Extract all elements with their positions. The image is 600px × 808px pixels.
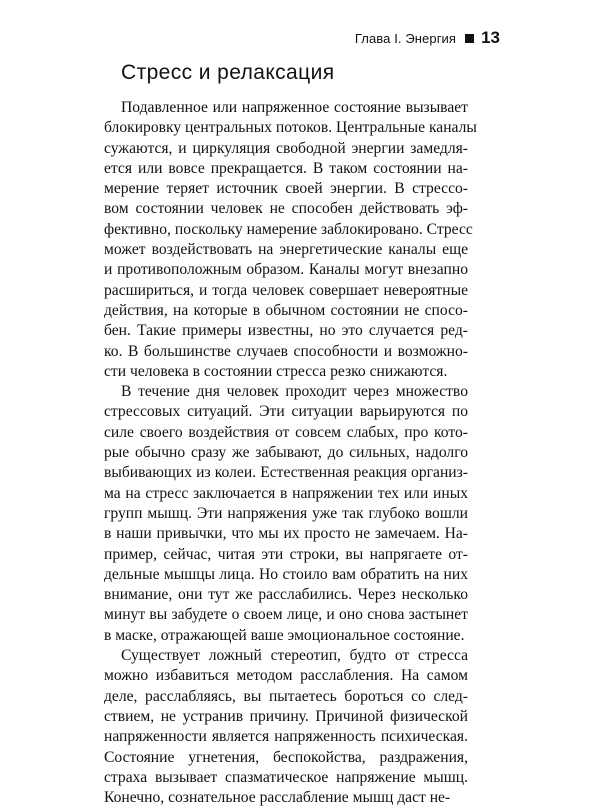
text-line: ко. В большинстве случаев способности и возможно- (104, 342, 468, 360)
text-line: напряженности является напряженность психическая. (104, 728, 468, 746)
text-line: и противоположным образом. Каналы могут внезапно (104, 261, 468, 279)
text-line: расшириться, и тогда человек совершает невероятные (104, 281, 468, 299)
paragraph (104, 382, 468, 646)
text-line: силе своего воздействия от совсем слабых, про кото- (104, 423, 468, 441)
section-title: Стресс и релаксация (121, 61, 335, 84)
text-line: В течение дня человек проходит через множество (121, 383, 468, 401)
text-line: стрессовых ситуаций. Эти ситуации варьируются по (104, 403, 468, 421)
page-number: 13 (481, 28, 500, 47)
text-line: сти человека в состоянии стресса резко снижаются. (104, 362, 448, 380)
text-line: Подавленное или напряженное состояние вызывает (121, 99, 468, 116)
text-line: внимание, они тут же расслабились. Через несколько (104, 586, 468, 604)
text-line: действия, на которые в обычном состоянии не спосо- (104, 301, 468, 319)
text-line: ствием, не устранив причину. Причиной физической (104, 707, 468, 725)
text-line: фективно, поскольку намерение заблокировано. Стресс (104, 220, 473, 238)
text-line: рые обычно сразу же забывают, до сильных, надолго (104, 444, 468, 462)
text-line: выбивающих из колеи. Естественная реакция организ- (104, 464, 468, 482)
text-line: в маске, отражающей ваше эмоциональное состояние. (104, 626, 465, 644)
text-line: ется или вовсе прекращается. В таком состоянии на- (104, 159, 468, 177)
square-icon (465, 34, 474, 43)
text-line: пример, сейчас, читая эти строки, вы напрягаете от- (104, 545, 468, 563)
text-line: Состояние угнетения, беспокойства, раздражения, (104, 748, 468, 766)
text-line: минут вы забудете о своем лице, и оно снова застынет (104, 606, 468, 624)
text-line: страха вызывает спазматическое напряжение мышц. (104, 768, 468, 786)
paragraph (104, 98, 477, 382)
text-line: сужаются, и циркуляция свободной энергии замедля- (104, 139, 468, 157)
text-line: Конечно, сознательное расслабление мышц даст не- (104, 789, 451, 807)
text-line: дельные мышцы лица. Но стоило вам обратить на них (104, 565, 468, 583)
text-line: мерение теряет источник своей энергии. В стрессо- (104, 180, 468, 198)
running-header (355, 28, 500, 48)
text-line: вом состоянии человек не способен действовать эф- (104, 200, 468, 218)
text-line: ма на стресс заключается в напряжении тех или иных (104, 484, 468, 502)
text-line: можно избавиться методом расслабления. На самом (104, 667, 468, 685)
paragraph (104, 646, 468, 808)
text-line: Существует ложный стереотип, будто от стресса (121, 647, 468, 665)
text-line: групп мышц. Эти напряжения уже так глубоко вошли (104, 504, 468, 522)
body-text (104, 98, 477, 808)
text-line: может воздействовать на энергетические каналы еще (104, 241, 468, 259)
text-line: блокировку центральных потоков. Центральные каналы (104, 119, 477, 137)
text-line: бен. Такие примеры известны, но это случается ред- (104, 322, 468, 340)
text-line: в наши привычки, что мы их просто не замечаем. На- (104, 525, 468, 543)
text-line: деле, расслабляясь, вы пытаетесь бороться со след- (104, 687, 468, 705)
running-head-text: Глава I. Энергия (354, 30, 457, 46)
